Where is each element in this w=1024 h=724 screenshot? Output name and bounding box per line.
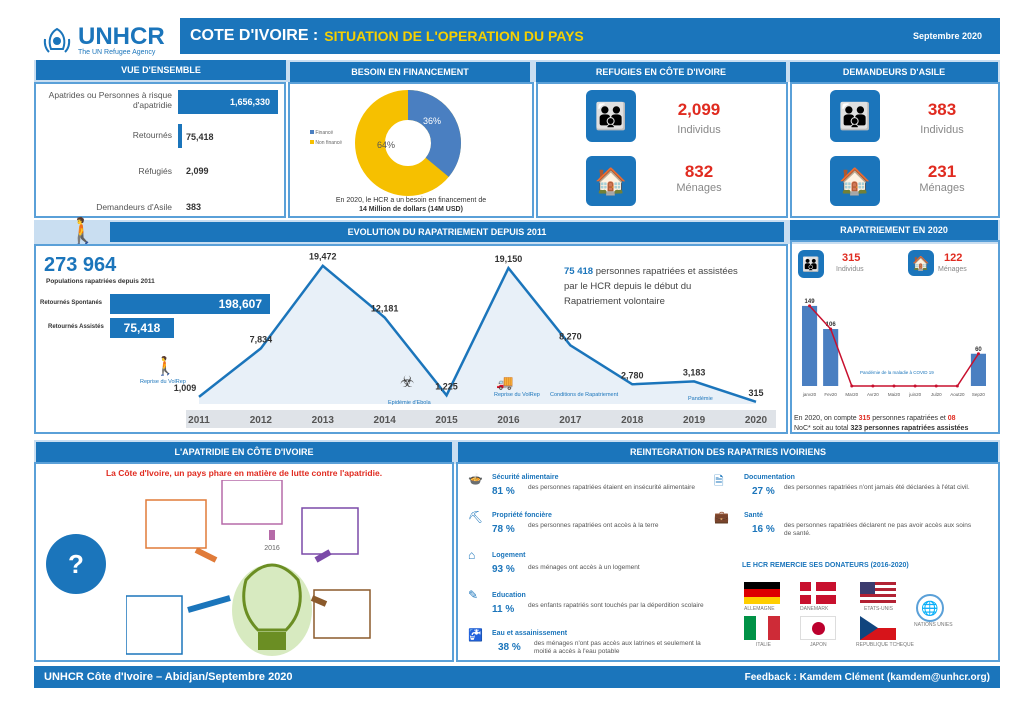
rapat2020-chart [792,286,998,404]
trend-point [808,304,811,307]
funding-caption: En 2020, le HCR a un besoin en financement de 14 Million de dollars (14M USD) [335,197,487,213]
evolution-header: EVOLUTION DU RAPATRIEMENT DEPUIS 2011 [110,222,784,242]
overview-header: VUE D'ENSEMBLE [36,60,286,80]
donor-label-5: JAPON [810,642,827,648]
asylum-panel [790,82,1000,218]
house-icon: 🏠 [586,156,636,206]
refugees-households: 832 [684,162,714,181]
asylum-individuals: 383 [927,100,957,119]
flag-japan [800,616,836,640]
ann-reprise: Reprise du VolRep [140,379,186,385]
trend-point [829,328,832,331]
asylum-individuals-label: Individus [920,124,964,136]
donors-title: LE HCR REMERCIE SES DONATEURS (2016-2020) [742,562,909,569]
reint-pct-3: 11 % [492,604,515,615]
funding-legend: Financé Non financé [310,128,342,148]
overview-label-2: Réfugiés [138,166,172,176]
lightbulb-diagram [126,480,416,660]
bar-Fev20 [823,329,838,386]
refugees-individuals-label: Individus [677,124,721,136]
trend-point [935,385,938,388]
apatridie-header: L'APATRIDIE EN CÔTE D'IVOIRE [36,442,452,462]
flag-usa [860,582,896,604]
family-icon: 👪 [798,250,824,278]
footer-bar [34,666,1000,688]
walking-person-icon: 🚶 [66,216,99,246]
donut-funded-label: 36% [422,116,442,126]
funding-donut [348,86,468,200]
refugees-panel [536,82,788,218]
donor-label-0: ALLEMAGNE [744,606,775,612]
data-label: 12,181 [370,303,399,314]
data-label: 8,270 [559,331,582,342]
trend-point [871,385,874,388]
x-tick-label: Mai20 [887,392,901,397]
x-tick-label: Mar20 [845,392,859,397]
data-label: 19,150 [494,254,523,265]
land-icon: ⛏ [468,510,484,524]
reintegration-panel [456,462,1000,662]
spont-label: Retournés Spontanés [40,300,103,306]
reint-name-6: Santé [744,512,764,519]
refugees-individuals: 2,099 [677,100,721,119]
data-label: 7,834 [249,334,273,345]
bar-value-label: 106 [825,322,836,329]
reintegration-header: REINTEGRATION DES RAPATRIES IVOIRIENS [458,442,998,462]
data-label: 1,009 [173,382,197,393]
rapat-individuals-label: Individus [836,266,864,273]
ann-ebola: Epidémie d'Ebola [388,400,431,406]
funding-panel [288,82,534,218]
reint-pct-0: 81 % [492,486,515,497]
reint-desc-4: des ménages n'ont pas accès aux latrines et seulement la moitié a accès à l'eau potable [534,640,701,655]
x-tick-label: 2012 [249,415,273,426]
apatridie-panel [34,462,454,662]
spont-bar: 198,607 [110,294,270,314]
reint-pct-5: 27 % [752,486,775,497]
house-icon: 🏠 [908,250,934,276]
reint-desc-3: des enfants rapatriés sont touchés par la déperdition scolaire [528,602,704,609]
x-tick-label: Sep20 [971,392,985,397]
covid-note: Pandémie de la maladie à COVID 19 [860,370,934,375]
x-tick-label: 2019 [682,415,706,426]
x-tick-label: 2013 [311,415,334,426]
rapat2020-panel [790,240,1000,434]
reint-name-1: Propriété foncière [492,512,552,519]
assist-bar: 75,418 [110,318,174,338]
refugees-households-label: Ménages [676,182,722,194]
trend-point [850,385,853,388]
reint-pct-4: 38 % [498,642,521,653]
reint-desc-6: des personnes rapatriées déclarent ne pas avoir accès aux soins de santé. [784,522,972,537]
reint-desc-2: des ménages ont accès à un logement [528,564,640,571]
donor-label-3: NATIONS UNIES [914,622,953,628]
overview-bar-1 [178,124,182,148]
rapat2020-header: RAPATRIEMENT EN 2020 [790,220,998,240]
rapat-individuals: 315 [842,252,861,264]
reint-pct-1: 78 % [492,524,515,535]
overview-value-2: 2,099 [186,166,209,176]
asylum-households: 231 [927,162,957,181]
family-icon: 👪 [830,90,880,142]
reint-name-3: Education [492,592,526,599]
ann-covid: Pandémie [688,396,713,402]
rapat-households: 122 [944,252,963,264]
ann-conditions: Conditions de Rapatriement [550,392,619,398]
overview-bar-0: 1,656,330 [178,90,278,114]
refugees-header: REFUGIES EN CÔTE D'IVOIRE [536,62,786,82]
un-emblem-icon: 🌐 [916,594,944,622]
title-bar [180,18,1000,54]
title-date: Septembre 2020 [912,31,982,41]
donor-label-2: ETATS-UNIS [864,606,893,612]
logo [40,22,180,58]
x-tick-label: Fev20 [824,392,837,397]
rapat2020-footer: En 2020, on compte 315 personnes rapatriées et 08 NoC* soit au total 323 personnes rapatriées assistées [794,415,969,432]
trend-point [977,352,980,355]
x-tick-label: 2018 [621,415,644,426]
overview-value-1: 75,418 [186,132,214,142]
reint-desc-5: des personnes rapatriées n'ont jamais été déclarées à l'état civil. [784,484,970,491]
donut-unfunded-label: 64% [376,140,396,150]
x-tick-label: 2015 [435,415,458,426]
bar-janv20 [802,306,817,386]
flag-germany [744,582,780,604]
data-label: 19,472 [309,251,337,262]
house-icon: 🏠 [830,156,880,206]
health-icon: 💼 [714,510,729,524]
funding-header: BESOIN EN FINANCEMENT [290,62,530,82]
apatridie-subtitle: La Côte d'Ivoire, un pays phare en matière de lutte contre l'apatridie. [105,468,383,478]
x-tick-label: 2020 [744,415,768,426]
data-label: 315 [748,387,764,398]
bar-Sep20 [971,354,986,386]
food-security-icon: 🍲 [468,472,483,486]
reint-desc-1: des personnes rapatriées ont accès à la terre [528,522,659,529]
truck-icon: 🚚 [496,374,514,390]
x-tick-label: Aout20 [950,392,965,397]
ann-reprise2: Reprise du VolRep [494,392,540,398]
total-repatriated-label: Populations rapatriées depuis 2011 [46,278,155,285]
reint-desc-0: des personnes rapatriées étaient en insécurité alimentaire [528,484,695,491]
x-tick-label: juin20 [909,392,922,397]
reint-name-2: Logement [492,552,526,559]
data-label: 2,780 [620,370,644,381]
assist-label: Retournés Assistés [48,324,104,330]
trend-point [914,385,917,388]
year-2016: 2016 [264,545,280,552]
x-tick-label: 2014 [373,415,396,426]
footer-left: UNHCR Côte d'Ivoire – Abidjan/Septembre 2020 [44,671,293,683]
x-tick-label: 2017 [559,415,582,426]
trend-point [893,385,896,388]
footer-right: Feedback : Kamdem Clément (kamdem@unhcr.org) [744,671,990,683]
logo-subtext: The UN Refugee Agency [78,48,156,56]
overview-label-1: Retournés [132,130,172,140]
water-icon: 🚰 [468,628,483,642]
education-icon: ✎ [468,588,479,602]
flag-italy [744,616,780,640]
flag-czech [860,616,896,640]
data-label: 3,183 [682,367,706,378]
reint-name-0: Sécurité alimentaire [492,474,559,481]
title-situation: SITUATION DE L'OPERATION DU PAYS [324,28,584,44]
biohazard-icon: ☣ [400,374,415,391]
document-icon: 🗎 [714,474,724,488]
x-tick-label: janv20 [802,392,817,397]
flag-denmark [800,582,836,604]
reint-name-5: Documentation [744,474,795,481]
overview-label-0: Apatrides ou Personnes à risque d'apatridie [48,90,172,110]
bar-value-label: 60 [975,346,982,353]
overview-label-3: Demandeurs d'Asile [96,202,172,212]
total-repatriated: 273 964 [44,254,117,276]
x-tick-label: Jul20 [930,392,942,397]
evolution-panel [34,244,788,434]
reint-pct-2: 93 % [492,564,515,575]
x-tick-label: Avr20 [867,392,879,397]
question-user-icon: ? [46,534,106,594]
family-icon: 👪 [586,90,636,142]
x-tick-label: 2011 [188,415,210,426]
logo-text: UNHCR [78,22,165,50]
data-label: 1,225 [435,381,458,392]
bar-value-label: 149 [804,298,815,305]
overview-panel [34,82,286,218]
walking-icon: 🚶 [154,356,177,376]
asylum-header: DEMANDEURS D'ASILE [790,62,998,82]
reint-name-4: Eau et assainissement [492,630,568,637]
donor-label-4: ITALIE [756,642,771,648]
evolution-note: 75 418 personnes rapatriées et assistées par le HCR depuis le début du Rapatriement volontaire [564,266,738,307]
x-tick-label: 2016 [497,415,520,426]
unhcr-logo-icon [40,25,74,55]
rapat-households-label: Ménages [938,266,967,273]
reint-pct-6: 16 % [752,524,775,535]
asylum-households-label: Ménages [919,182,965,194]
housing-icon: ⌂ [468,548,476,562]
trend-point [956,385,959,388]
donor-label-6: REPUBLIQUE TCHEQUE [856,642,914,648]
donor-label-1: DANEMARK [800,606,829,612]
overview-value-3: 383 [186,202,202,212]
title-country: COTE D'IVOIRE : [190,27,319,44]
